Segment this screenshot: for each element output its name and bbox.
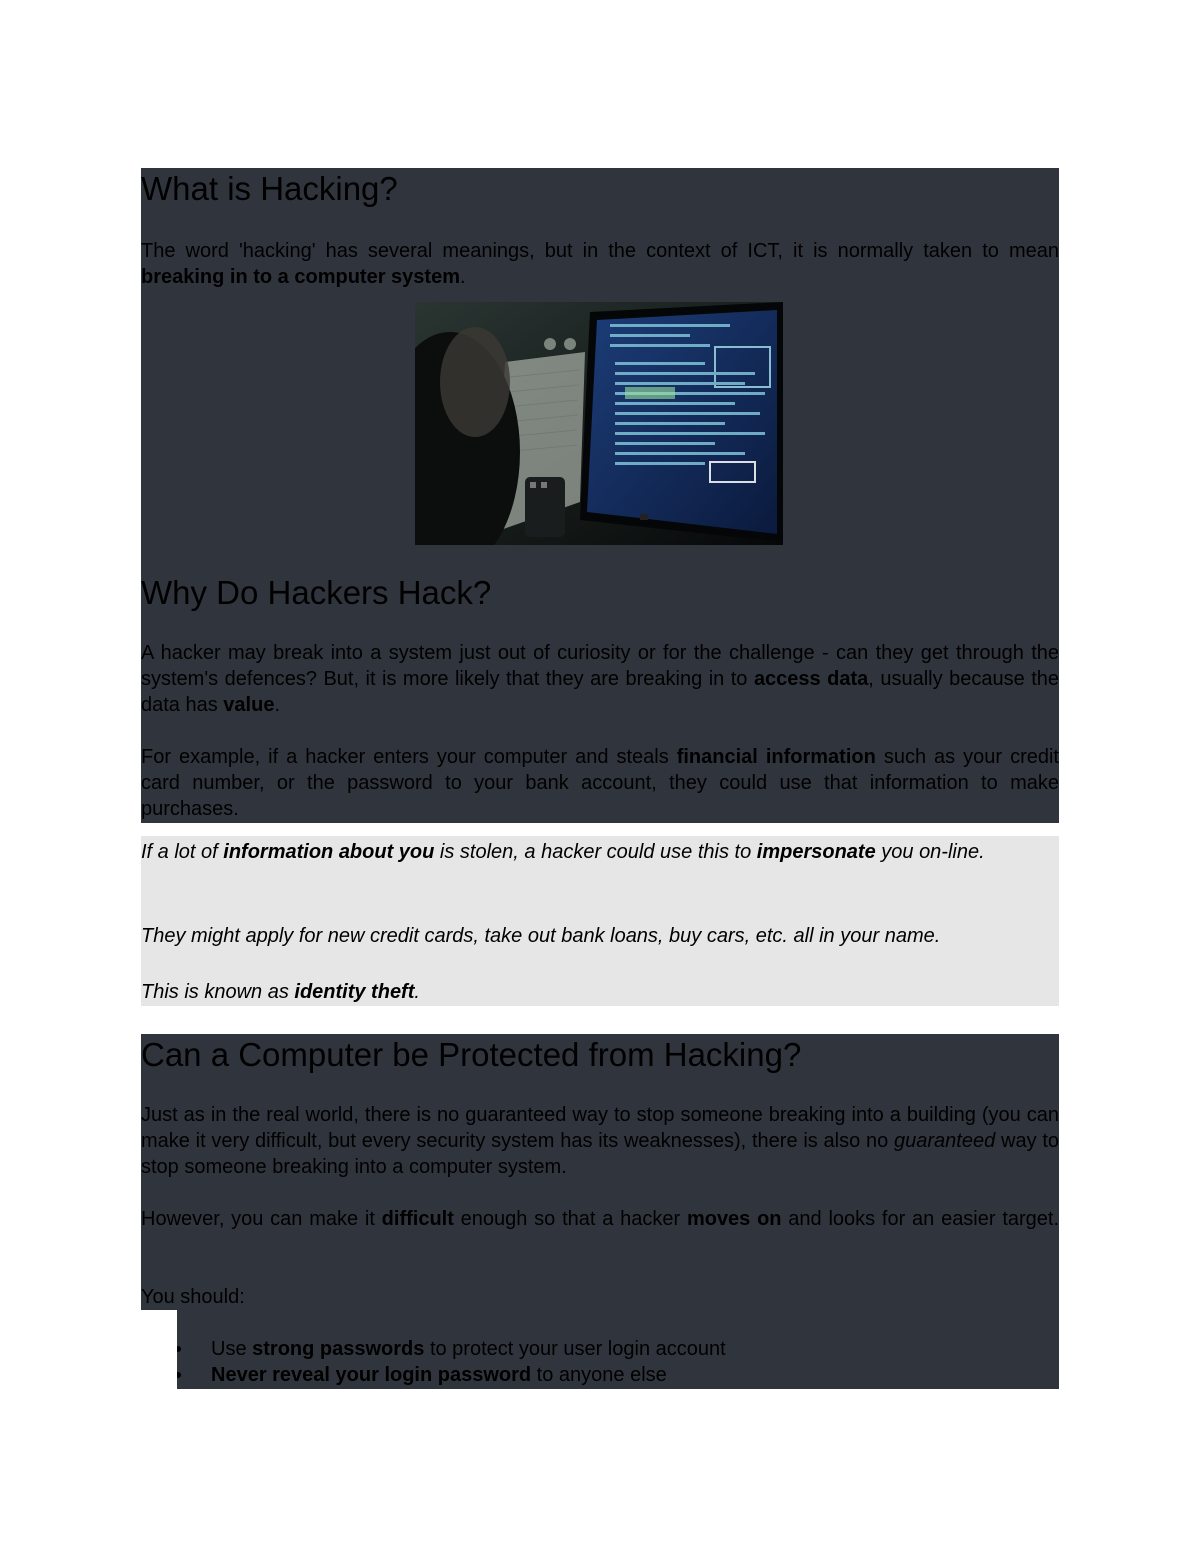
heading-what-is-hacking: What is Hacking?	[141, 170, 398, 207]
list-item: Never reveal your login password to anyone else	[141, 1362, 1059, 1388]
paragraph-financial-example: For example, if a hacker enters your computer and steals financial information such as your credit card number, or the password to your bank account, they could use that information to make purchases.	[141, 746, 1059, 820]
section-protection	[141, 1034, 1059, 1389]
paragraph-no-guarantee: Just as in the real world, there is no guaranteed way to stop someone breaking into a building (you can make it very difficult, but every security system has its weaknesses), there is also no guaranteed way to stop someone breaking into a computer system.	[141, 1104, 1060, 1178]
protection-tips-list	[141, 1336, 1059, 1388]
list-indent-notch	[141, 1310, 177, 1390]
heading-why-hackers-hack: Why Do Hackers Hack?	[141, 574, 492, 611]
paragraph-why-hack: A hacker may break into a system just out of curiosity or for the challenge - can they get through the system's defences? But, it is more likely that they are breaking in to access data, usually because the data has value.	[141, 642, 1060, 716]
identity-theft-callout	[141, 836, 1059, 1006]
section-what-is-hacking	[141, 168, 1059, 823]
paragraph-hacking-definition: The word 'hacking' has several meanings, but in the context of ICT, it is normally taken to mean breaking in to a computer system.	[141, 240, 1059, 288]
callout-impersonate: If a lot of information about you is stolen, a hacker could use this to impersonate you on-line.	[141, 841, 985, 863]
hacker-photo-illustration	[415, 302, 783, 545]
paragraph-you-should: You should:	[141, 1286, 245, 1308]
paragraph-make-difficult: However, you can make it difficult enough so that a hacker moves on and looks for an easier target.	[141, 1208, 1060, 1230]
hacker-at-computer-photo	[415, 302, 783, 545]
heading-protection: Can a Computer be Protected from Hacking?	[141, 1036, 802, 1073]
callout-apply-credit: They might apply for new credit cards, take out bank loans, buy cars, etc. all in your name.	[141, 925, 941, 947]
list-item: Use strong passwords to protect your user login account	[141, 1336, 1059, 1362]
callout-identity-theft: This is known as identity theft.	[141, 981, 420, 1003]
